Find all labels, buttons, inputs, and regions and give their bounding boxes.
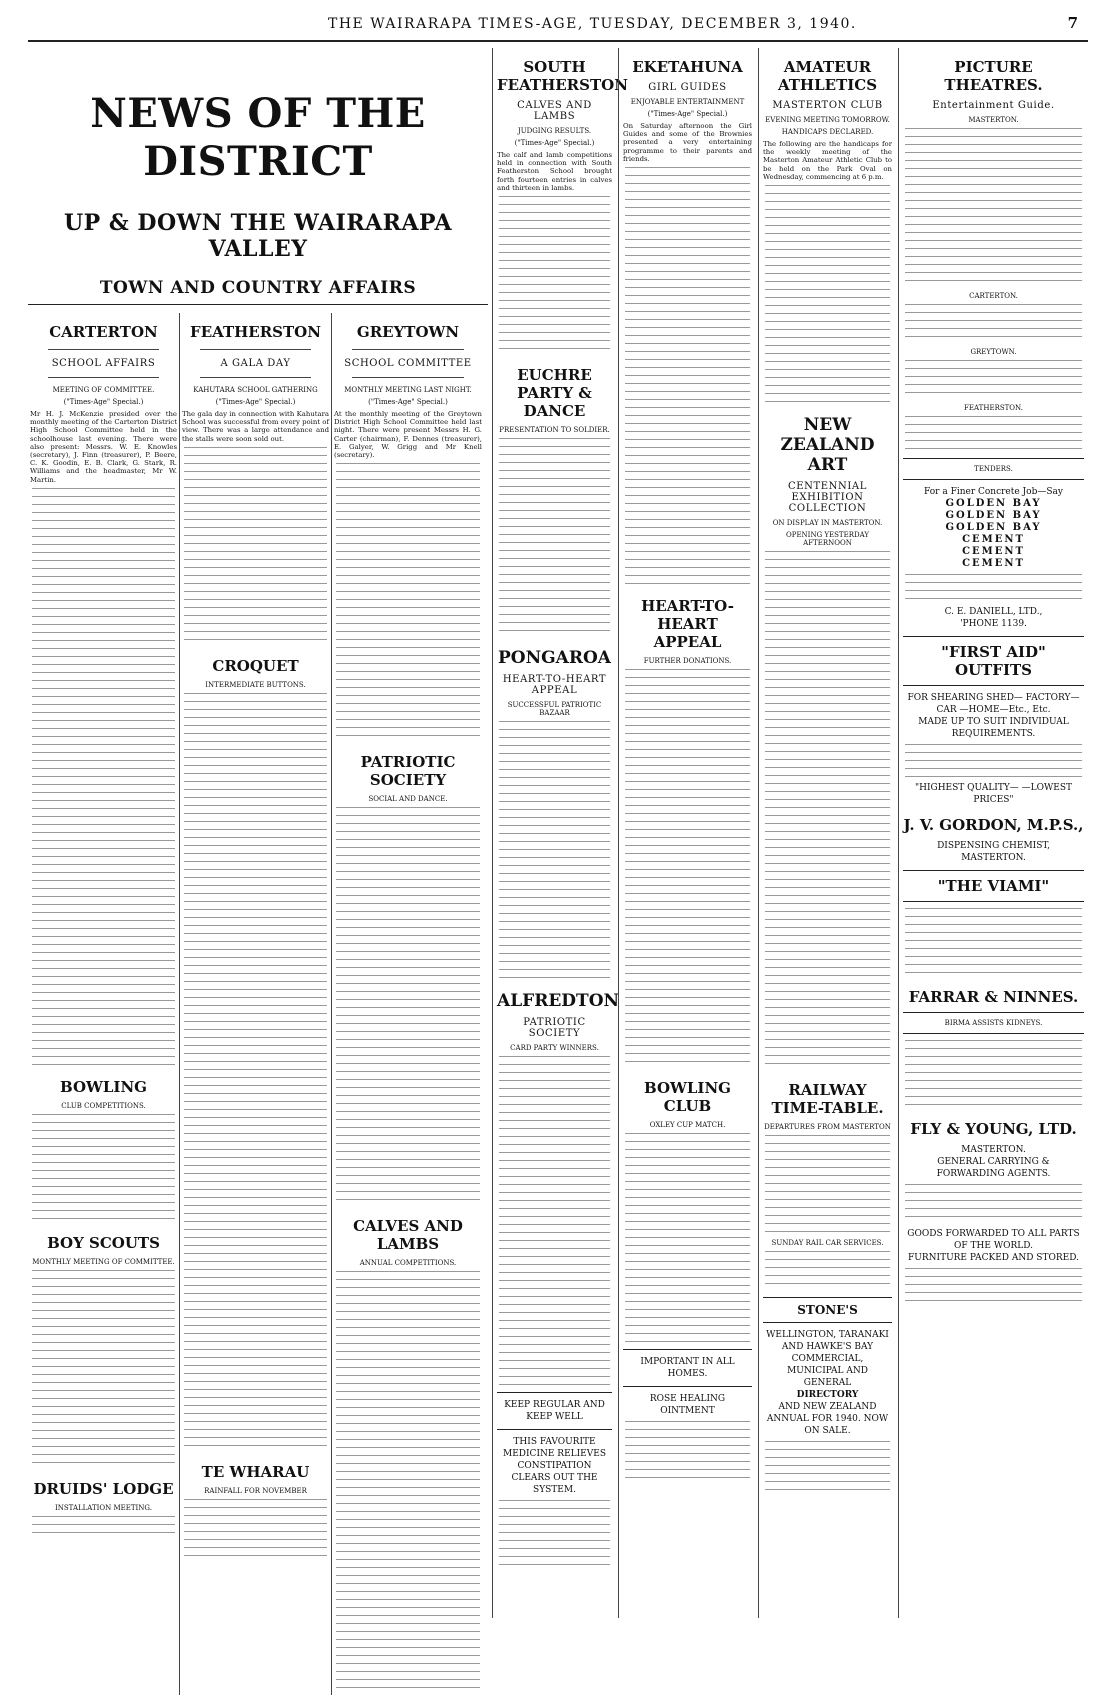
place-heading: CARTERTON	[49, 323, 158, 341]
gordon-name: J. V. GORDON, M.P.S.,	[903, 816, 1084, 834]
article-sub: MONTHLY MEETING LAST NIGHT.	[344, 386, 472, 394]
article-sub: PATRIOTIC SOCIETY	[523, 1017, 586, 1040]
article-sub: CENTENNIAL EXHIBITION COLLECTION	[788, 481, 867, 515]
birma-heading: BIRMA ASSISTS KIDNEYS.	[903, 1012, 1084, 1034]
main-headline: NEWS OF THE DISTRICT	[90, 90, 426, 185]
article-heading: BOWLING CLUB	[644, 1079, 731, 1116]
tender-words	[903, 498, 1084, 570]
medicine-ad-text: THIS FAVOURITE MEDICINE RELIEVES CONSTIPATION CLEARS OUT THE SYSTEM.	[503, 1437, 606, 1496]
gordon-line: DISPENSING CHEMIST,	[937, 841, 1050, 851]
fly-heading: FLY & YOUNG, LTD.	[910, 1120, 1077, 1138]
theatre-place: MASTERTON.	[968, 116, 1019, 124]
district-news-section	[28, 48, 488, 1618]
article-heading: GIRL GUIDES	[648, 82, 727, 93]
theatre-place: GREYTOWN.	[970, 348, 1017, 356]
article-heading: EUCHRE PARTY & DANCE	[517, 366, 592, 421]
tender-word: GOLDEN BAY	[945, 510, 1042, 521]
article-sub: KAHUTARA SCHOOL GATHERING	[193, 386, 318, 394]
article-sub: DEPARTURES FROM MASTERTON	[764, 1123, 891, 1132]
special-note: ("Times-Age" Special.)	[63, 398, 144, 406]
article-text: On Saturday afternoon the Girl Guides and some of the Brownies presented a very entertaining programme to their parents and friends.	[623, 122, 752, 163]
ointment-ad-text: ROSE HEALING OINTMENT	[649, 1394, 726, 1417]
article-sub: MASTERTON CLUB	[772, 100, 883, 111]
article-heading: SCHOOL COMMITTEE	[344, 358, 472, 369]
medicine-ad-heading: KEEP REGULAR AND KEEP WELL	[497, 1392, 612, 1430]
column-athletics	[758, 48, 896, 1618]
firstaid-heading: "FIRST AID" OUTFITS	[903, 636, 1084, 686]
fly-line: MASTERTON.	[961, 1145, 1026, 1155]
article-heading: BOY SCOUTS	[47, 1233, 160, 1252]
article-sub: MEETING OF COMMITTEE.	[52, 386, 155, 394]
article-sub: MONTHLY MEETING OF COMMITTEE.	[32, 1257, 175, 1266]
tender-word: GOLDEN BAY	[945, 522, 1042, 533]
fly-line: GOODS FORWARDED TO ALL PARTS OF THE WORLD.	[907, 1229, 1080, 1251]
column-south-featherston	[492, 48, 628, 1618]
theatre-place: CARTERTON.	[969, 292, 1018, 300]
sub-headline: UP & DOWN THE WAIRARAPA VALLEY	[63, 210, 453, 262]
tender-word: GOLDEN BAY	[945, 498, 1042, 509]
special-note: ("Times-Age" Special.)	[514, 139, 595, 147]
article-heading: PONGAROA	[498, 648, 611, 669]
section-title: TOWN AND COUNTRY AFFAIRS	[28, 278, 488, 305]
farrar-heading: FARRAR & NINNES.	[908, 988, 1079, 1006]
article-heading: A GALA DAY	[220, 358, 291, 369]
place-heading: SOUTH FEATHERSTON	[497, 58, 628, 94]
viami-heading: "THE VIAMI"	[903, 870, 1084, 902]
firstaid-line: FOR SHEARING SHED— FACTORY—CAR —HOME—Etc., Etc.	[907, 693, 1080, 715]
tender-word: CEMENT	[962, 558, 1025, 569]
article-sub: EVENING MEETING TOMORROW.	[765, 116, 890, 124]
article-sub: JUDGING RESULTS.	[517, 127, 592, 135]
stones-ad-line: AND NEW ZEALAND ANNUAL FOR 1940. NOW ON SALE.	[766, 1402, 889, 1437]
article-sub: CARD PARTY WINNERS.	[510, 1044, 599, 1053]
column-advertisements	[898, 48, 1088, 1618]
stones-ad-line: COMMERCIAL, MUNICIPAL AND GENERAL	[787, 1354, 868, 1389]
article-heading: TE WHARAU	[201, 1462, 310, 1481]
article-sub: INSTALLATION MEETING.	[54, 1503, 153, 1512]
article-sub: SUCCESSFUL PATRIOTIC BAZAAR	[507, 701, 602, 718]
article-sub: HANDICAPS DECLARED.	[781, 128, 874, 136]
place-heading: FEATHERSTON	[190, 323, 321, 341]
column-greytown	[332, 313, 484, 1695]
theatre-place: FEATHERSTON.	[964, 404, 1023, 412]
quality-line: "HIGHEST QUALITY— —LOWEST PRICES"	[914, 783, 1073, 805]
article-sub: OXLEY CUP MATCH.	[649, 1121, 726, 1130]
firstaid-line: MADE UP TO SUIT INDIVIDUAL REQUIREMENTS.	[918, 717, 1069, 739]
article-sub: RAINFALL FOR NOVEMBER	[204, 1486, 307, 1495]
article-sub: SUNDAY RAIL CAR SERVICES.	[771, 1239, 884, 1248]
special-note: ("Times-Age" Special.)	[647, 110, 728, 118]
daniell-phone: 'PHONE 1139.	[960, 619, 1027, 629]
stones-ad-line: WELLINGTON, TARANAKI AND HAWKE'S BAY	[766, 1330, 889, 1353]
tender-line: For a Finer Concrete Job—Say	[924, 487, 1063, 497]
column-eketahuna	[618, 48, 756, 1618]
article-heading: AMATEUR ATHLETICS	[777, 58, 878, 94]
article-text: The calf and lamb competitions held in connection with South Featherston School brought forth fourteen entries in calves and thirteen in lambs.	[497, 151, 612, 192]
gordon-line: MASTERTON.	[961, 853, 1026, 863]
article-heading: BOWLING	[60, 1077, 147, 1096]
page-number: 7	[1067, 14, 1078, 32]
article-sub: ENJOYABLE ENTERTAINMENT	[630, 98, 745, 106]
article-heading: CALVES AND LAMBS	[353, 1217, 463, 1254]
article-sub: INTERMEDIATE BUTTONS.	[205, 680, 306, 689]
special-note: ("Times-Age" Special.)	[215, 398, 296, 406]
place-heading: EKETAHUNA	[632, 58, 743, 76]
article-sub: SOCIAL AND DANCE.	[368, 795, 448, 804]
tender-word: CEMENT	[962, 546, 1025, 557]
article-heading: RAILWAY TIME-TABLE.	[771, 1081, 884, 1118]
article-sub: CLUB COMPETITIONS.	[61, 1101, 146, 1110]
article-sub: OPENING YESTERDAY AFTERNOON	[786, 531, 869, 548]
article-text: The following are the handicaps for the weekly meeting of the Masterton Amateur Athletic Club to be held on the Park Oval on Wednesday, commencing at 6 p.m.	[763, 140, 892, 181]
article-sub: ANNUAL COMPETITIONS.	[359, 1259, 457, 1268]
daniell-name: C. E. DANIELL, LTD.,	[944, 607, 1043, 617]
ointment-ad-heading: IMPORTANT IN ALL HOMES.	[623, 1349, 752, 1387]
theatres-heading: PICTURE THEATRES.	[944, 58, 1043, 94]
article-text: At the monthly meeting of the Greytown District High School Committee held last night. There were present Messrs H. G. Carter (chairman), F. Dennes (treasurer), E. Galyer, W. Grigg and Mr Knell (secretary).	[334, 410, 482, 460]
column-featherston	[180, 313, 332, 1695]
article-heading: DRUIDS' LODGE	[33, 1479, 174, 1498]
stones-ad-line: DIRECTORY	[796, 1390, 859, 1401]
stones-ad-heading: STONE'S	[763, 1297, 892, 1323]
article-sub: ON DISPLAY IN MASTERTON.	[772, 519, 883, 528]
newspaper-title: THE WAIRARAPA TIMES-AGE, TUESDAY, DECEMBER 3, 1940.	[328, 16, 857, 32]
fly-line: GENERAL CARRYING & FORWARDING AGENTS.	[936, 1157, 1051, 1179]
article-heading: CALVES AND LAMBS	[517, 100, 592, 122]
place-heading: GREYTOWN	[356, 323, 460, 341]
tender-word: CEMENT	[962, 534, 1025, 545]
article-heading: ALFREDTON	[497, 991, 620, 1012]
article-heading: PATRIOTIC SOCIETY	[360, 753, 456, 790]
article-heading: CROQUET	[212, 656, 299, 675]
fly-line: FURNITURE PACKED AND STORED.	[908, 1253, 1079, 1263]
article-text: The gala day in connection with Kahutara School was successful from every point of view. There was a large attendance and the stalls were soon sold out.	[182, 410, 329, 443]
theatres-sub: Entertainment Guide.	[932, 100, 1055, 111]
article-heading: SCHOOL AFFAIRS	[51, 358, 156, 369]
masthead	[28, 8, 1088, 42]
article-text: Mr H. J. McKenzie presided over the monthly meeting of the Carterton District High School Committee held in the schoolhouse last evening. There were also present: Messrs. W. E. Knowles (secretary), J. Finn (treasurer), P. Beere, C. K. Goodin, E. B. Clark, G. Stark, R. Williams and the headmaster, Mr W. Martin.	[30, 410, 177, 484]
tenders-heading: TENDERS.	[903, 458, 1084, 480]
article-sub: HEART-TO-HEART APPEAL	[502, 674, 607, 697]
article-sub: PRESENTATION TO SOLDIER.	[499, 426, 610, 435]
article-sub: FURTHER DONATIONS.	[643, 657, 732, 666]
special-note: ("Times-Age" Special.)	[368, 398, 448, 406]
column-carterton	[28, 313, 180, 1695]
article-heading: NEW ZEALAND ART	[780, 415, 875, 476]
article-heading: HEART-TO-HEART APPEAL	[641, 597, 734, 652]
